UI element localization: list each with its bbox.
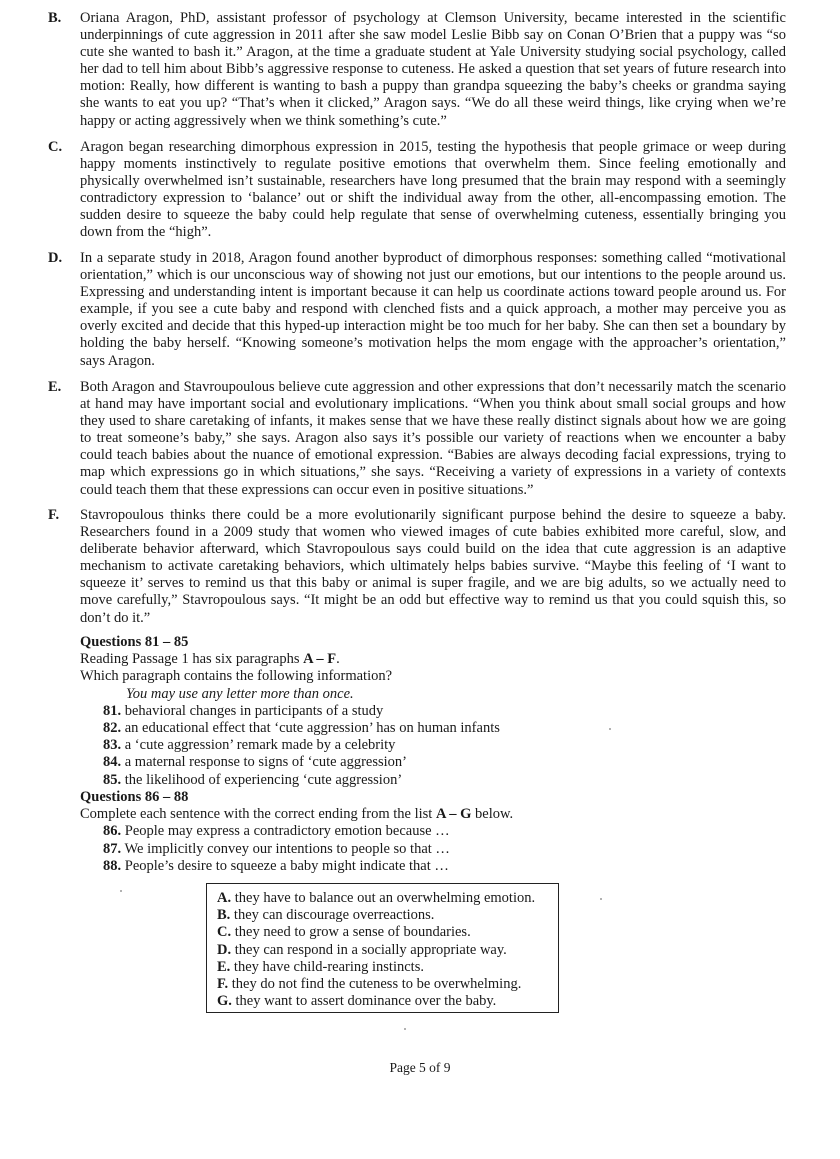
question-number: 86. [103, 823, 122, 840]
ending-option [217, 976, 558, 993]
question-number: 83. [103, 737, 122, 754]
paragraph-f [48, 507, 786, 627]
ending-option [217, 993, 558, 1010]
ending-text: they need to grow a sense of boundaries. [234, 924, 471, 941]
question-item [80, 720, 500, 737]
paragraph-letter: C. [48, 139, 63, 155]
paragraph-text: Stavropoulous thinks there could be a more evolutionarily significant purpose behind the desire to squeeze a baby. Researchers found in a 2009 study that women who viewed images of cute babies exhibited more careful, slow, and deliberate behavior afterward, which Stavropoulous says could build on the idea that cute aggression is an adaptive mechanism to activate caretaking behaviors, which ultimately helps babies survive. “Maybe this feeling of ‘I want to squeeze it’ serves to remind us that this baby or animal is super fragile, and we are big adults, so we actually need to move carefully,” Stavropoulous says. “It might be an odd but effective way to remind us that you could squish this, so don’t do it.” [80, 507, 786, 626]
instruction-line [80, 806, 513, 823]
question-text: the likelihood of experiencing ‘cute aggression’ [124, 771, 403, 788]
paragraph-text: In a separate study in 2018, Aragon found another byproduct of dimorphous responses: something called “motivational orientation,” which is our unconscious way of showing not just our emotions, but our intentions to the people around us. Expressing and understanding intent is important because it can help us coordinate actions toward people around us. For example, if you see a cute baby and respond with clenched fists and a quick approach, a mother may perceive you as overly excited and decide that this hyped-up interaction might be too much for her baby. She can then set a boundary by holding the baby herself. “Knowing someone’s motivation helps the mom engage with the approacher’s orientation,” says Aragon. [80, 250, 786, 369]
ending-text: they can respond in a socially appropriate way. [234, 941, 507, 958]
ending-text: they have child-rearing instincts. [233, 958, 424, 975]
ending-letter: E. [217, 958, 231, 975]
paragraph-e [48, 379, 786, 499]
scan-speck [404, 1028, 406, 1030]
question-number: 88. [103, 857, 122, 874]
ending-text: they do not find the cuteness to be overwhelming. [231, 976, 522, 993]
instruction-line [80, 651, 500, 668]
sentence-endings-box [206, 883, 559, 1013]
instruction-text: Complete each sentence with the correct ending from the list [80, 806, 436, 823]
question-text: a maternal response to signs of ‘cute aggression’ [124, 754, 408, 771]
instruction-text: . [336, 651, 340, 668]
question-number: 82. [103, 720, 122, 737]
ending-option [217, 924, 558, 941]
ending-text: they have to balance out an overwhelming emotion. [234, 890, 536, 906]
questions-86-88 [80, 789, 513, 875]
paragraph-text: Both Aragon and Stavroupoulous believe cute aggression and other expressions that don’t necessarily match the scenario at hand may have important social and evolutionary implications. “When you think about small social groups and how they used to share caretaking of infants, it makes sense that we have these really distinct signals about how we are going to treat someone’s baby,” she says. Aragon also says it’s possible our variety of reactions when we encounter a baby could teach babies about the nuance of emotional expression. “Babies are always decoding facial expressions, trying to map which expressions go in which situations,” she says. “Receiving a variety of expressions in a variety of contexts could teach them that these expressions can occur even in positive situations.” [80, 379, 786, 498]
question-text: People’s desire to squeeze a baby might indicate that … [124, 857, 449, 874]
ending-text: they want to assert dominance over the baby. [235, 993, 497, 1010]
paragraph-letter: D. [48, 250, 63, 266]
ending-option [217, 942, 558, 959]
scan-speck [600, 898, 602, 900]
question-item [80, 823, 513, 840]
question-text: We implicitly convey our intentions to people so that … [124, 840, 450, 857]
paragraph-letter: B. [48, 10, 62, 26]
question-item [80, 754, 500, 771]
question-number: 81. [103, 702, 122, 719]
question-item [80, 772, 500, 789]
question-text: a ‘cute aggression’ remark made by a celebrity [124, 737, 396, 754]
question-number: 84. [103, 754, 122, 771]
instruction-range: A – G [435, 806, 472, 823]
ending-option [217, 959, 558, 976]
question-item [80, 858, 513, 875]
ending-letter: F. [217, 976, 229, 993]
instruction-text: Reading Passage 1 has six paragraphs [80, 651, 304, 668]
ending-letter: G. [217, 993, 232, 1010]
questions-heading: Questions 81 – 85 [80, 634, 189, 650]
question-item [80, 737, 500, 754]
paragraph-text: Oriana Aragon, PhD, assistant professor of psychology at Clemson University, became interested in the scientific underpinnings of cute aggression in 2011 after she saw model Leslie Bibb say on Conan O’Brien that a puppy was “so cute she wanted to bash it.” Aragon, at the time a graduate student at Yale University studying social psychology, called her dad to tell him about Bibb’s aggressive response to cuteness. He asked a question that set years of future research into motion: Really, how different is wanting to bash a puppy than grandpa squeezing the baby’s cheeks or grandma saying she wants to eat you up? “That’s when it clicked,” Aragon says. “We do all these weird things, like crying when we’re happy or acting aggressively when we think something’s cute.” [80, 10, 786, 129]
instruction-text: below. [471, 806, 514, 823]
instruction-range: A – F [303, 651, 337, 668]
scan-speck [120, 890, 122, 892]
question-text: an educational effect that ‘cute aggression’ has on human infants [124, 720, 500, 737]
question-text: behavioral changes in participants of a study [124, 702, 384, 719]
ending-letter: D. [217, 941, 232, 958]
question-item [80, 841, 513, 858]
instruction-line: Which paragraph contains the following information? [80, 668, 393, 685]
paragraph-text: Aragon began researching dimorphous expression in 2015, testing the hypothesis that people grimace or weep during happy moments instinctively to regulate positive emotions that overwhelm them. Since feeling emotionally and physically overwhelmed isn’t sustainable, researchers have long presumed that the brain may respond with a seemingly contradictory expression to ‘balance’ out or shift the individual away from the other, all-encompassing emotion. The sudden desire to squeeze the baby could help regulate that sense of overwhelming cuteness, essentially bringing you down from the “high”. [80, 139, 786, 241]
paragraph-b [48, 10, 786, 130]
paragraph-c [48, 139, 786, 242]
question-item [80, 703, 500, 720]
page-number: Page 5 of 9 [389, 1060, 451, 1075]
ending-letter: A. [217, 890, 232, 906]
ending-letter: C. [217, 924, 232, 941]
ending-letter: B. [217, 907, 231, 924]
ending-text: they can discourage overreactions. [233, 907, 435, 924]
instruction-note: You may use any letter more than once. [126, 685, 354, 702]
question-number: 87. [103, 840, 122, 857]
questions-heading: Questions 86 – 88 [80, 789, 189, 805]
ending-option [217, 907, 558, 924]
question-number: 85. [103, 771, 122, 788]
paragraph-letter: E. [48, 379, 62, 395]
scan-speck [609, 728, 611, 730]
paragraph-letter: F. [48, 507, 60, 523]
question-text: People may express a contradictory emotion because … [124, 823, 450, 840]
questions-81-85 [80, 634, 500, 789]
ending-option [217, 890, 558, 907]
paragraph-d [48, 250, 786, 370]
